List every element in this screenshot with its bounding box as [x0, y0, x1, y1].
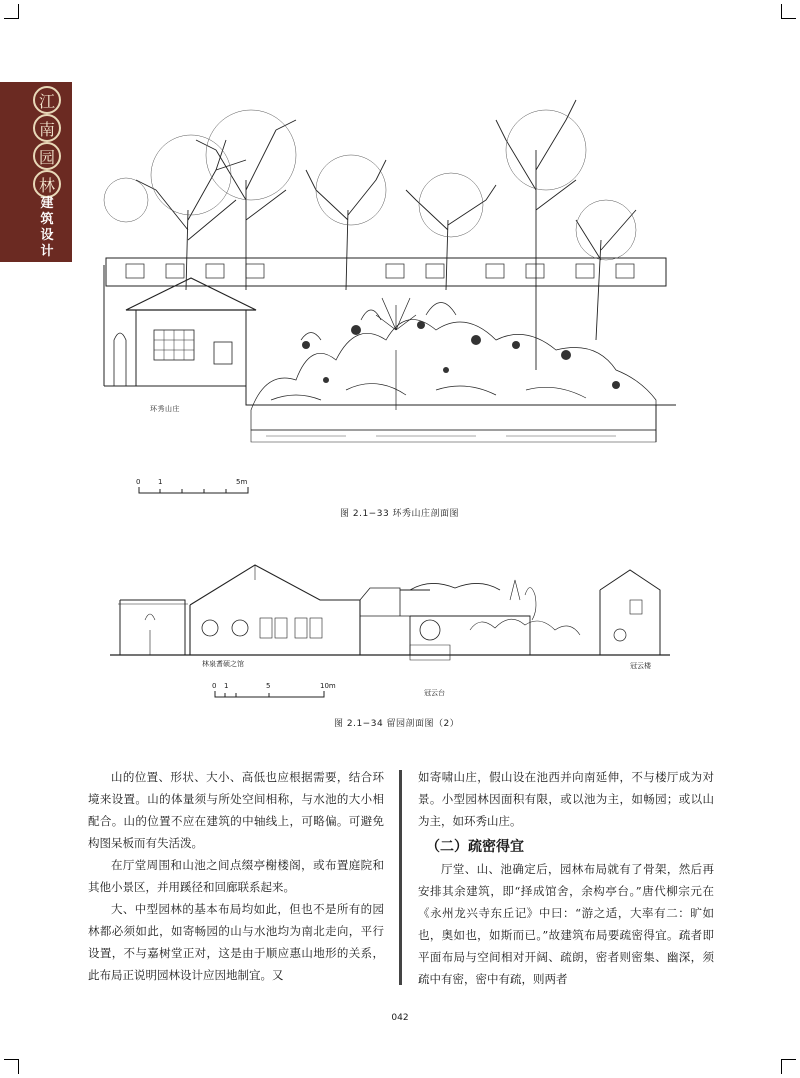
side-tab-char-1: 江 [33, 86, 61, 114]
paragraph: 大、中型园林的基本布局均如此，但也不是所有的园林都必须如此，如寄畅园的山与水池均为南北走向，平行设置，不与嘉树堂正对，这是由于顺应惠山地形的关系，此布局正说明园林设计应因地制宜。又 [88, 902, 384, 982]
text-column-right [418, 766, 714, 990]
paragraph: 山的位置、形状、大小、高低也应根据需要，结合环境来设置。山的体量须与所处空间相称，与水池的大小相配合。山的位置不应在建筑的中轴线上，可略偏。可避免构图呆板而有失活泼。 [88, 770, 384, 850]
label-guanyunlou: 冠云楼 [630, 662, 651, 670]
scale-tick-1: 1 [158, 478, 163, 486]
paragraph: 在厅堂周围和山池之间点缀亭榭楼阁，或布置庭院和其他小景区，并用蹊径和回廊联系起来。 [88, 858, 384, 894]
paragraph: 厅堂、山、池确定后，园林布局就有了骨架，然后再安排其余建筑，即“择成馆舍，余构亭台。”唐代柳宗元在《永州龙兴寺东丘记》中曰：“游之适，大率有二：旷如也，奥如也，如斯而已。”故建筑布局要疏密得宜。疏者即平面布局与空间相对开阔、疏朗，密者则密集、幽深，须疏中有密，密中有疏，则两者 [418, 862, 714, 986]
scale2-tick-5: 5 [266, 682, 271, 690]
figure2-caption: 图 2.1−34 留园剖面图（2） [334, 719, 460, 729]
scale2-tick-10m: 10m [320, 682, 336, 690]
scale-tick-0: 0 [136, 478, 141, 486]
column-divider [399, 770, 402, 985]
crop-mark-bottom-right [781, 1059, 796, 1074]
side-tab-char-3: 园 [33, 142, 61, 170]
scale-tick-5m: 5m [236, 478, 248, 486]
crop-mark-top-left [4, 4, 19, 19]
page-number: 042 [391, 1013, 409, 1023]
figure1-caption: 图 2.1−33 环秀山庄剖面图 [340, 509, 460, 519]
crop-mark-bottom-left [4, 1059, 19, 1074]
scale-bar-2 [214, 690, 334, 698]
hall-label: 环秀山庄 [150, 405, 180, 413]
side-tab-char-2: 南 [33, 114, 61, 142]
text-column-left [88, 766, 384, 986]
scale2-tick-1: 1 [224, 682, 229, 690]
figure-section-huanxiu [96, 90, 676, 450]
section-heading: （二）疏密得宜 [426, 839, 524, 855]
side-tab-char-4: 林 [33, 170, 61, 198]
scale-bar-1 [138, 486, 258, 494]
label-linquan: 林泉耆硕之馆 [202, 660, 244, 668]
label-guanyuntai: 冠云台 [424, 689, 445, 697]
side-tab-subtitle: 建筑设计 [40, 196, 54, 259]
crop-mark-top-right [781, 4, 796, 19]
paragraph: 如寄啸山庄，假山设在池西并向南延伸，不与楼厅成为对景。小型园林因面积有限，或以池为主，如畅园；或以山为主，如环秀山庄。 [418, 770, 714, 828]
scale2-tick-0: 0 [212, 682, 217, 690]
figure-section-liuyuan [110, 560, 670, 675]
